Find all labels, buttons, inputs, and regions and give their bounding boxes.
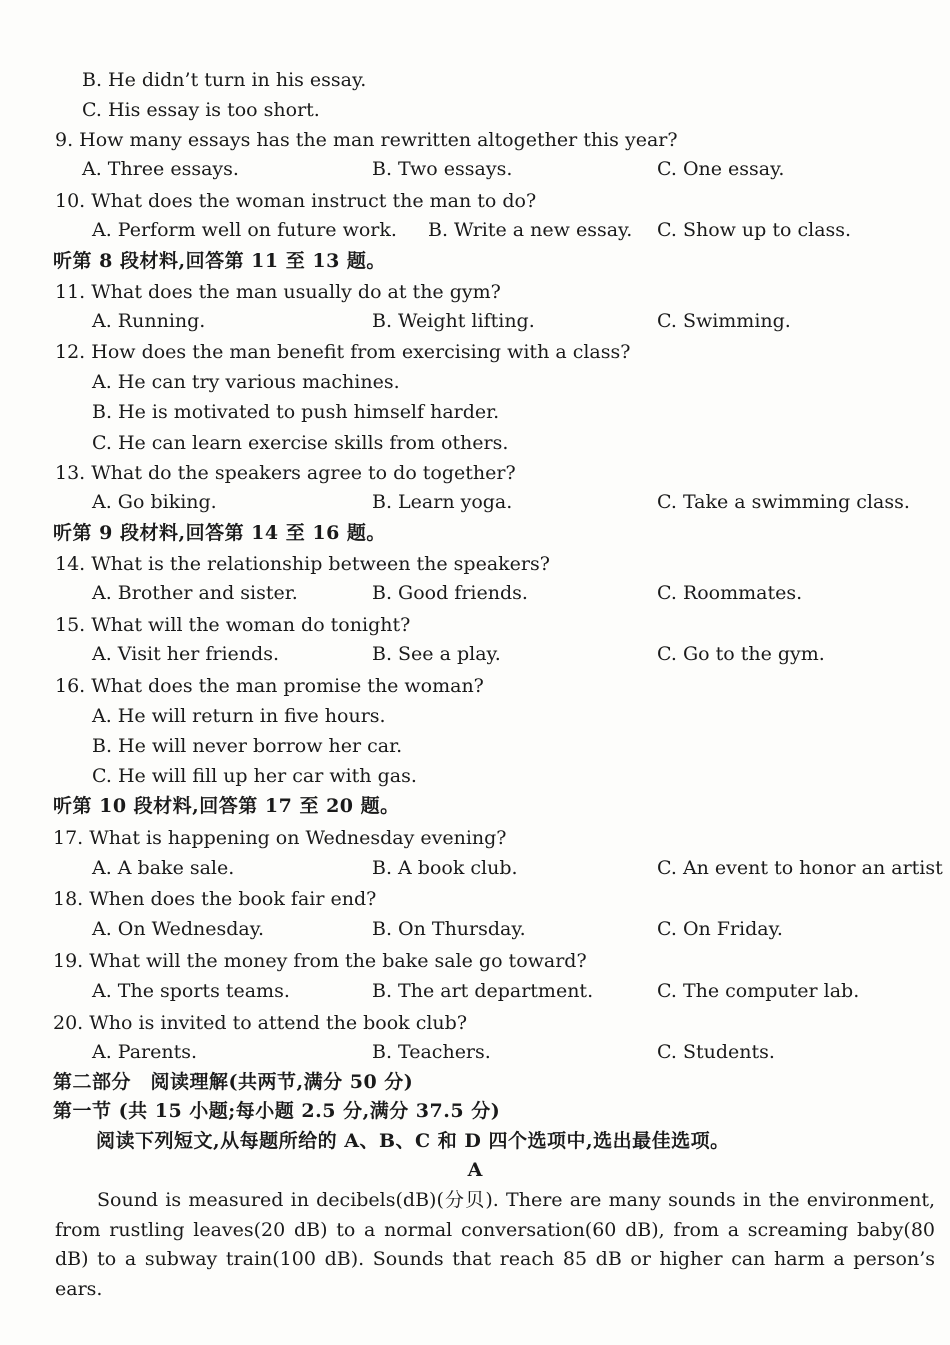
option-17b: B. A book club. — [372, 857, 518, 879]
section-1-heading: 第一节 (共 15 小题;每小题 2.5 分,满分 37.5 分) — [53, 1100, 501, 1122]
question-11: 11. What does the man usually do at the gym? — [55, 281, 501, 303]
option-9a: A. Three essays. — [82, 158, 239, 180]
question-16: 16. What does the man promise the woman? — [55, 675, 484, 697]
option-11a: A. Running. — [92, 310, 206, 332]
option-16a: A. He will return in five hours. — [92, 705, 386, 727]
option-8c: C. His essay is too short. — [82, 99, 320, 121]
question-15: 15. What will the woman do tonight? — [55, 614, 411, 636]
question-9: 9. How many essays has the man rewritten altogether this year? — [55, 129, 678, 151]
option-9b: B. Two essays. — [372, 158, 513, 180]
question-18: 18. When does the book fair end? — [53, 888, 377, 910]
option-16c: C. He will fill up her car with gas. — [92, 765, 417, 787]
question-20: 20. Who is invited to attend the book club? — [53, 1012, 468, 1034]
option-10c: C. Show up to class. — [657, 219, 852, 241]
question-10: 10. What does the woman instruct the man to do? — [55, 190, 537, 212]
option-8b: B. He didn’t turn in his essay. — [82, 69, 367, 91]
option-11c: C. Swimming. — [657, 310, 791, 332]
option-19c: C. The computer lab. — [657, 980, 860, 1002]
option-12c: C. He can learn exercise skills from others. — [92, 432, 509, 454]
option-13c: C. Take a swimming class. — [657, 491, 910, 513]
section-9-heading: 听第 9 段材料,回答第 14 至 16 题。 — [53, 522, 386, 544]
option-18a: A. On Wednesday. — [92, 918, 265, 940]
question-14: 14. What is the relationship between the speakers? — [55, 553, 550, 575]
question-12: 12. How does the man benefit from exercising with a class? — [55, 341, 631, 363]
option-20b: B. Teachers. — [372, 1041, 491, 1063]
section-8-heading: 听第 8 段材料,回答第 11 至 13 题。 — [53, 250, 386, 272]
option-9c: C. One essay. — [657, 158, 785, 180]
option-19a: A. The sports teams. — [92, 980, 290, 1002]
option-19b: B. The art department. — [372, 980, 594, 1002]
option-15c: C. Go to the gym. — [657, 643, 825, 665]
option-16b: B. He will never borrow her car. — [92, 735, 403, 757]
option-13b: B. Learn yoga. — [372, 491, 513, 513]
option-17a: A. A bake sale. — [92, 857, 235, 879]
section-10-heading: 听第 10 段材料,回答第 17 至 20 题。 — [53, 795, 400, 817]
option-10b: B. Write a new essay. — [428, 219, 633, 241]
question-17: 17. What is happening on Wednesday evening? — [53, 827, 507, 849]
passage-letter: A — [467, 1159, 483, 1181]
option-14a: A. Brother and sister. — [92, 582, 298, 604]
option-14b: B. Good friends. — [372, 582, 528, 604]
option-20a: A. Parents. — [92, 1041, 198, 1063]
option-13a: A. Go biking. — [92, 491, 217, 513]
option-12a: A. He can try various machines. — [92, 371, 400, 393]
question-19: 19. What will the money from the bake sale go toward? — [53, 950, 587, 972]
option-20c: C. Students. — [657, 1041, 775, 1063]
option-18c: C. On Friday. — [657, 918, 783, 940]
option-15a: A. Visit her friends. — [92, 643, 279, 665]
option-11b: B. Weight lifting. — [372, 310, 535, 332]
option-17c: C. An event to honor an artist — [657, 857, 943, 879]
option-15b: B. See a play. — [372, 643, 501, 665]
option-14c: C. Roommates. — [657, 582, 803, 604]
option-12b: B. He is motivated to push himself harder. — [92, 401, 500, 423]
reading-instruction: 阅读下列短文,从每题所给的 A、B、C 和 D 四个选项中,选出最佳选项。 — [96, 1130, 730, 1152]
part-2-heading: 第二部分 阅读理解(共两节,满分 50 分) — [53, 1071, 414, 1093]
option-18b: B. On Thursday. — [372, 918, 526, 940]
option-10a: A. Perform well on future work. — [92, 219, 397, 241]
passage-text: Sound is measured in decibels(dB)(分贝). There are many sounds in the environment, from rustling leaves(20 dB) to a normal conversation(60 dB), from a screaming baby(80 dB) to a subway train(100 dB). Sounds that reach 85 dB or higher can harm a person’s ears. — [55, 1189, 935, 1300]
question-13: 13. What do the speakers agree to do together? — [55, 462, 516, 484]
